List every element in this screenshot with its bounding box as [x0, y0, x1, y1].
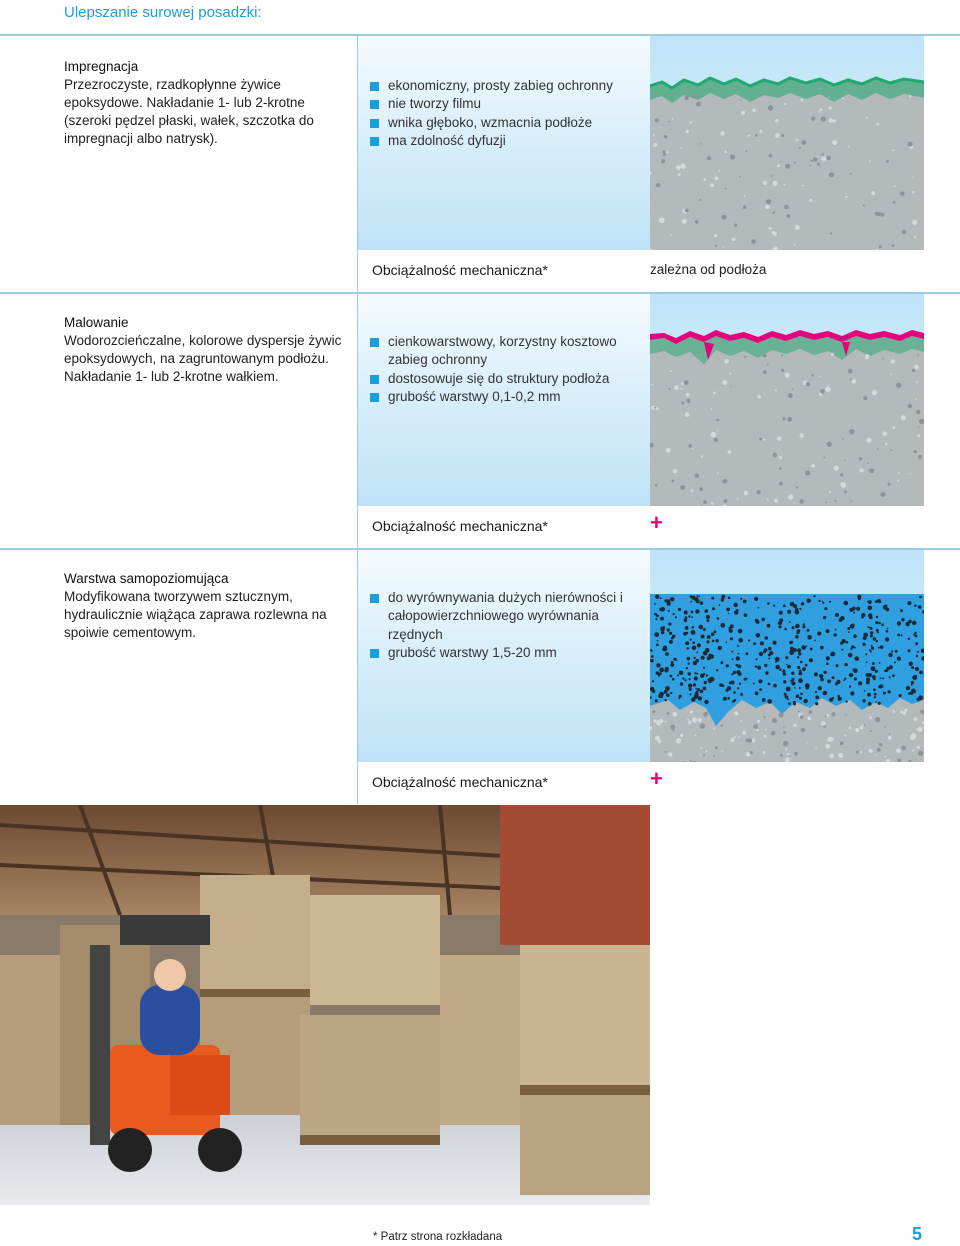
section-description: Modyfikowana tworzywem sztucznym, hydraulicznie wiążąca zaprawa rozlewna na spoiwie cementowym.: [64, 589, 327, 640]
section-description: Wodorozcieńczalne, kolorowe dyspersje żywic epoksydowych, na zagruntowanym podłożu. Nakładanie 1- lub 2-krotne wałkiem.: [64, 333, 342, 384]
feature-bullet: grubość warstwy 0,1-0,2 mm: [370, 388, 640, 406]
feature-bullet: ekonomiczny, prosty zabieg ochronny: [370, 77, 640, 95]
load-capacity-row: [357, 506, 960, 548]
load-capacity-label: Obciążalność mechaniczna*: [372, 774, 548, 790]
feature-bullet: dostosowuje się do struktury podłoża: [370, 370, 640, 388]
footnote: * Patrz strona rozkładana: [373, 1231, 503, 1243]
feature-bullet: cienkowarstwowy, korzystny kosztowo zabieg ochronny: [370, 333, 640, 370]
section-samopoziomujaca-features: [357, 550, 650, 768]
load-capacity-value: zależna od podłoża: [650, 262, 767, 277]
concrete-substrate: [650, 336, 924, 512]
feature-bullet: grubość warstwy 1,5-20 mm: [370, 644, 640, 662]
feature-bullet: ma zdolność dyfuzji: [370, 132, 640, 150]
section-impregnacja-features: [357, 36, 650, 256]
load-capacity-label: Obciążalność mechaniczna*: [372, 262, 548, 278]
feature-bullet: wnika głęboko, wzmacnia podłoże: [370, 114, 640, 132]
section-heading: Warstwa samopoziomująca: [64, 571, 229, 586]
feature-bullet: do wyrównywania dużych nierówności i całopowierzchniowego wyrównania rzędnych: [370, 589, 640, 644]
section-heading: Impregnacja: [64, 59, 139, 74]
impregnation-cross-section-image: [650, 36, 924, 256]
photo-margin: [650, 805, 960, 1205]
load-capacity-plus: +: [650, 510, 663, 535]
load-capacity-plus: +: [650, 766, 663, 791]
section-malowanie-text: [64, 314, 349, 386]
page-number: 5: [912, 1224, 923, 1244]
feature-bullet: nie tworzy filmu: [370, 95, 640, 113]
forklift-warehouse-photo: [0, 805, 650, 1205]
page-title: Ulepszanie surowej posadzki:: [64, 4, 262, 21]
section-malowanie-features: [357, 294, 650, 512]
section-description: Przezroczyste, rzadkopłynne żywice epoksydowe. Nakładanie 1- lub 2-krotne (szeroki pędzel płaski, wałek, szczotka do impregnacji albo natrysk).: [64, 77, 314, 146]
section-samopoziomujaca-text: [64, 570, 349, 642]
load-capacity-row: [357, 250, 960, 292]
load-capacity-label: Obciążalność mechaniczna*: [372, 518, 548, 534]
self-leveling-cross-section-image: [650, 550, 924, 768]
section-impregnacja-text: [64, 58, 349, 148]
painting-cross-section-image: [650, 294, 924, 512]
load-capacity-row: [357, 762, 960, 804]
section-heading: Malowanie: [64, 315, 129, 330]
